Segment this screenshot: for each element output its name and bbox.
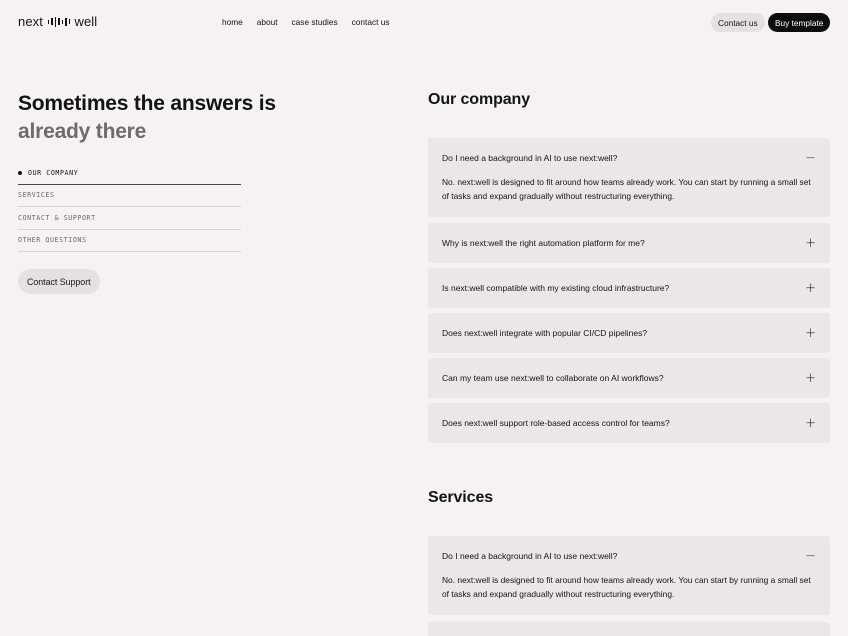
faq-item [428, 403, 830, 443]
faq-item [428, 268, 830, 308]
category-label: OUR COMPANY [28, 168, 79, 177]
main-nav [222, 17, 389, 27]
plus-icon[interactable]: + [805, 325, 816, 341]
category-our-company[interactable] [18, 162, 241, 185]
faq-item [428, 138, 830, 217]
logo-text-right: well [74, 14, 98, 29]
page-title-line-1: Sometimes the answers is [18, 92, 276, 115]
faq-item [428, 536, 830, 615]
plus-icon[interactable]: + [805, 235, 816, 251]
faq-question: Does next:well support role-based access control for teams? [442, 418, 670, 428]
faq-question-toggle[interactable] [428, 358, 830, 398]
faq-question: Can my team use next:well to collaborate on AI workflows? [442, 373, 664, 383]
faq-question: Do I need a background in AI to use next:well? [442, 153, 618, 163]
faq-answer: No. next:well is designed to fit around how teams already work. You can start by running a small set of tasks and expand gradually without restructuring everything. [442, 177, 811, 201]
faq-question-toggle[interactable] [428, 403, 830, 443]
buy-template-button[interactable]: Buy template [768, 13, 830, 32]
category-label: CONTACT & SUPPORT [18, 213, 96, 222]
faq-question-toggle[interactable] [428, 223, 830, 263]
page-title [18, 90, 318, 146]
faq-category-nav [18, 162, 241, 252]
minus-icon[interactable]: − [805, 150, 816, 166]
faq-question: Is next:well compatible with my existing cloud infrastructure? [442, 283, 670, 293]
faq-question: Why is next:well the right automation platform for me? [442, 238, 645, 248]
nav-about[interactable]: about [256, 17, 278, 27]
logo[interactable] [18, 14, 97, 29]
plus-icon[interactable]: + [805, 370, 816, 386]
faq-item [428, 358, 830, 398]
faq-question: Do I need a background in AI to use next:well? [442, 551, 618, 561]
section-title-our-company: Our company [428, 91, 531, 108]
minus-icon[interactable]: − [805, 548, 816, 564]
contact-support-button[interactable]: Contact Support [18, 269, 100, 294]
faq-item [428, 223, 830, 263]
logo-mark-icon [48, 17, 71, 27]
category-label: SERVICES [18, 191, 55, 200]
plus-icon[interactable]: + [805, 415, 816, 431]
category-label: OTHER QUESTIONS [18, 236, 87, 245]
faq-question: Does next:well integrate with popular CI/CD pipelines? [442, 328, 648, 338]
contact-us-button[interactable]: Contact us [711, 13, 765, 32]
faq-question-toggle[interactable] [428, 138, 830, 178]
nav-contact-us[interactable]: contact us [351, 17, 390, 27]
category-contact-support[interactable] [18, 207, 241, 230]
faq-question-toggle[interactable] [428, 536, 830, 576]
logo-text-left: next [18, 14, 43, 29]
nav-case-studies[interactable]: case studies [291, 17, 338, 27]
section-title-services: Services [428, 489, 494, 506]
faq-item-partial[interactable] [428, 622, 830, 636]
category-services[interactable] [18, 185, 241, 208]
faq-item [428, 313, 830, 353]
page-title-line-2: already there [18, 120, 147, 143]
faq-question-toggle[interactable] [428, 268, 830, 308]
header [0, 0, 848, 44]
category-other-questions[interactable] [18, 230, 241, 253]
nav-home[interactable]: home [222, 17, 243, 27]
active-dot-icon [18, 171, 22, 175]
faq-answer: No. next:well is designed to fit around how teams already work. You can start by running a small set of tasks and expand gradually without restructuring everything. [442, 575, 811, 599]
plus-icon[interactable]: + [805, 280, 816, 296]
faq-question-toggle[interactable] [428, 313, 830, 353]
